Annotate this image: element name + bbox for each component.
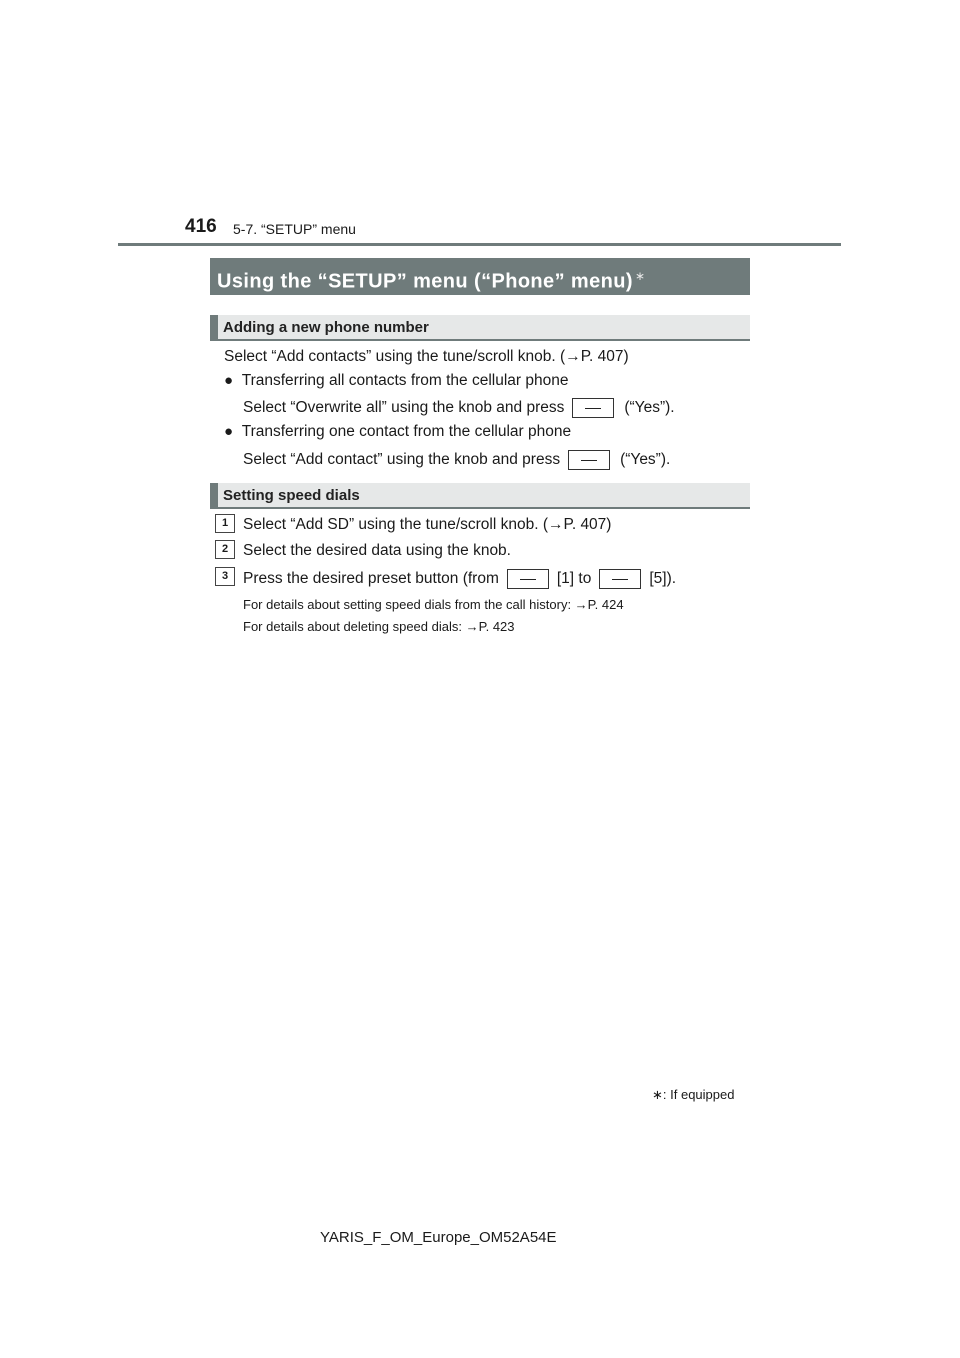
step-1-text: Select “Add SD” using the tune/scroll knob. (→P. 407)	[243, 516, 612, 533]
subsection-adding-heading: Adding a new phone number	[210, 315, 750, 341]
main-title-bar	[210, 258, 750, 295]
note-call-history: For details about setting speed dials from the call history: →P. 424	[243, 597, 624, 612]
yes-key-icon	[568, 450, 610, 470]
arrow-right-icon: →	[547, 516, 564, 533]
step-number-badge: 2	[215, 540, 235, 559]
asterisk-mark: ∗	[634, 269, 646, 283]
section-path: 5-7. “SETUP” menu	[233, 221, 356, 237]
bullet-icon: ●	[224, 423, 234, 440]
arrow-right-icon: →	[465, 619, 479, 634]
step-2-text: Select the desired data using the knob.	[243, 542, 511, 559]
subsection-speed-heading: Setting speed dials	[210, 483, 750, 509]
asterisk-mark: ∗	[652, 1087, 663, 1102]
adding-intro: Select “Add contacts” using the tune/scroll knob. (→P. 407)	[224, 348, 629, 365]
main-title: Using the “SETUP” menu (“Phone” menu)	[217, 270, 633, 293]
yes-key-icon	[572, 398, 614, 418]
footnote-if-equipped: ∗: If equipped	[652, 1087, 735, 1102]
preset-5-key-icon	[599, 569, 641, 589]
arrow-right-icon: →	[574, 597, 588, 612]
bullet-transfer-one: ● Transferring one contact from the cellular phone	[224, 423, 572, 440]
bullet-transfer-all-detail: Select “Overwrite all” using the knob and press (“Yes”).	[243, 399, 675, 417]
header-rule	[118, 243, 841, 246]
bullet-transfer-all: ● Transferring all contacts from the cellular phone	[224, 372, 569, 389]
arrow-right-icon: →	[565, 348, 581, 365]
step-3-text: Press the desired preset button (from [1] to [5]).	[243, 570, 677, 588]
step-number-badge: 3	[215, 567, 235, 586]
note-delete-speed-dials: For details about deleting speed dials: →P. 423	[243, 619, 515, 634]
step-number-badge: 1	[215, 514, 235, 533]
preset-1-key-icon	[507, 569, 549, 589]
bullet-icon: ●	[224, 372, 234, 389]
bullet-transfer-one-detail: Select “Add contact” using the knob and press (“Yes”).	[243, 451, 671, 469]
document-id: YARIS_F_OM_Europe_OM52A54E	[320, 1229, 557, 1246]
page-number: 416	[185, 216, 217, 237]
